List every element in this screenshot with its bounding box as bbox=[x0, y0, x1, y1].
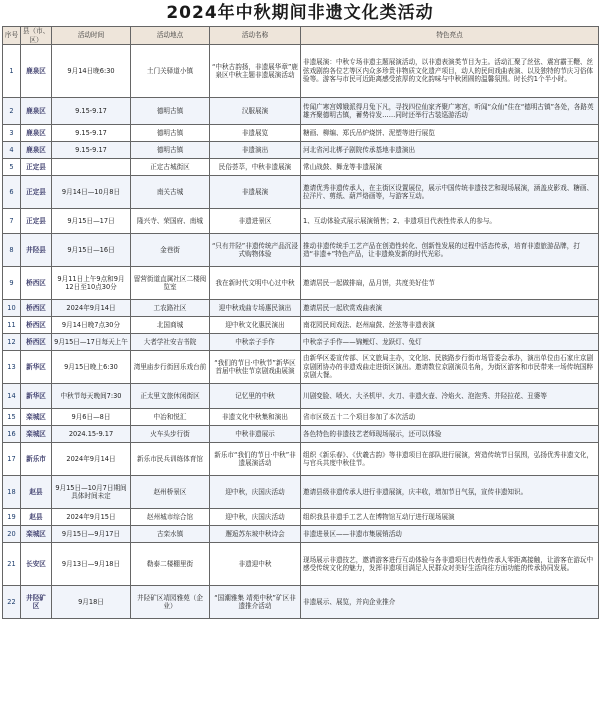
table-row bbox=[3, 526, 599, 543]
row-place: 北国商城 bbox=[131, 317, 210, 334]
row-feature: 非遗展演：中秋专场非遗主题展演活动，以非遗表演类节目为主。活动汇聚了丝弦、震宫霸王鞭、丝弦戏剧韵各位艺等区内众多珍贵非物质文化遗产项目，动人的民间戏曲表演、以及独特的节庆习俗体验等。游客与市民可近距离感受浓厚的文化韵味与中秋团圆的温馨氛围。时长约1个半小时。 bbox=[301, 45, 599, 98]
row-time: 9.15-9.17 bbox=[52, 98, 131, 125]
row-feature: 南花园民间戏法、赵州扇鼓、丝弦等非遗表演 bbox=[301, 317, 599, 334]
row-time: 2024年9月15日 bbox=[52, 509, 131, 526]
table-row bbox=[3, 209, 599, 234]
row-name: 我在新时代文明中心过中秋 bbox=[210, 267, 301, 300]
row-feature: 邀请居民一起欣赏戏曲表演 bbox=[301, 300, 599, 317]
table-row bbox=[3, 125, 599, 142]
row-number: 13 bbox=[3, 351, 21, 384]
table-row bbox=[3, 159, 599, 176]
row-feature: 糖画、柳编、郑氏吊炉烧饼、泥塑等进行展览 bbox=[301, 125, 599, 142]
row-place: 德明古镇 bbox=[131, 98, 210, 125]
row-name: 迎中秋文化惠民演出 bbox=[210, 317, 301, 334]
activity-table bbox=[2, 26, 599, 619]
row-name: 邂逅苏东坡中秋诗会 bbox=[210, 526, 301, 543]
row-name: “中秋古韵扬，非遗展华章”鹿泉区中秋主题非遗展演活动 bbox=[210, 45, 301, 98]
table-row bbox=[3, 426, 599, 443]
row-number: 5 bbox=[3, 159, 21, 176]
row-area: 赵县 bbox=[21, 476, 52, 509]
header-name: 活动名称 bbox=[210, 27, 301, 45]
row-name: 迎中秋，庆国庆活动 bbox=[210, 509, 301, 526]
row-number: 7 bbox=[3, 209, 21, 234]
row-number: 6 bbox=[3, 176, 21, 209]
table-row bbox=[3, 45, 599, 98]
row-number: 15 bbox=[3, 409, 21, 426]
row-time: 9月15日—16日 bbox=[52, 234, 131, 267]
table-row bbox=[3, 543, 599, 586]
row-feature: 非遗进景区——非遗市集展销活动 bbox=[301, 526, 599, 543]
table-row bbox=[3, 234, 599, 267]
row-time: 2024年9月14日 bbox=[52, 300, 131, 317]
row-time: 9月14日晚7点30分 bbox=[52, 317, 131, 334]
row-time: 9月15日晚上6:30 bbox=[52, 351, 131, 384]
row-name: 汉服展演 bbox=[210, 98, 301, 125]
row-name: 非遗迎中秋 bbox=[210, 543, 301, 586]
row-area: 长安区 bbox=[21, 543, 52, 586]
row-area: 井陉县 bbox=[21, 234, 52, 267]
row-time: 9月15日—17日每天上午 bbox=[52, 334, 131, 351]
row-place: 中冶和悦汇 bbox=[131, 409, 210, 426]
row-number: 3 bbox=[3, 125, 21, 142]
row-time: 9月14日—10月8日 bbox=[52, 176, 131, 209]
row-name: 非遗展览 bbox=[210, 125, 301, 142]
row-name: 非遗文化中秋集和演出 bbox=[210, 409, 301, 426]
row-area: 栾城区 bbox=[21, 426, 52, 443]
table-row bbox=[3, 142, 599, 159]
table-row bbox=[3, 334, 599, 351]
row-place: 新乐市民兵训练体育馆 bbox=[131, 443, 210, 476]
row-place: 隆兴寺、荣国府、南城 bbox=[131, 209, 210, 234]
row-area: 鹿泉区 bbox=[21, 142, 52, 159]
page-title: 2024年中秋期间非遗文化类活动 bbox=[166, 3, 434, 23]
row-place: 工农路社区 bbox=[131, 300, 210, 317]
row-place: 大者学社安吉书院 bbox=[131, 334, 210, 351]
row-place: 正太里文旅休闲街区 bbox=[131, 384, 210, 409]
row-area: 桥西区 bbox=[21, 267, 52, 300]
row-area: 桥西区 bbox=[21, 334, 52, 351]
row-time: 9月15日—9月17日 bbox=[52, 526, 131, 543]
row-area: 桥西区 bbox=[21, 300, 52, 317]
row-area: 正定县 bbox=[21, 176, 52, 209]
row-name: 迎中秋，庆国庆活动 bbox=[210, 476, 301, 509]
row-feature: 各色特色的非遗技艺老师现场展示，还可以体验 bbox=[301, 426, 599, 443]
row-place: 井陉矿区靖园雅苑（企业） bbox=[131, 586, 210, 619]
row-place: 火车头步行街 bbox=[131, 426, 210, 443]
table-row bbox=[3, 351, 599, 384]
row-number: 17 bbox=[3, 443, 21, 476]
row-place: 勒泰二楼棚里街 bbox=[131, 543, 210, 586]
row-area: 正定县 bbox=[21, 159, 52, 176]
row-area: 井陉矿区 bbox=[21, 586, 52, 619]
table-row bbox=[3, 509, 599, 526]
row-name: “只有井陉”非遗传统产品沉浸式购物体验 bbox=[210, 234, 301, 267]
header-place: 活动地点 bbox=[131, 27, 210, 45]
table-row bbox=[3, 409, 599, 426]
row-area: 新华区 bbox=[21, 384, 52, 409]
row-area: 桥西区 bbox=[21, 317, 52, 334]
row-number: 1 bbox=[3, 45, 21, 98]
row-name: 迎中秋戏曲专场惠民演出 bbox=[210, 300, 301, 317]
row-time: 9月14日晚6:30 bbox=[52, 45, 131, 98]
row-place: 南关古城 bbox=[131, 176, 210, 209]
row-name: 新乐市“我们的节日·中秋”非遗展演活动 bbox=[210, 443, 301, 476]
row-number: 20 bbox=[3, 526, 21, 543]
row-feature: 由新华区委宣传部、区文旅局主办，文化馆、民族路步行街市场管委会承办，演出单位由石家庄京剧京剧团协办的非遗戏曲走进街区演出。邀请数位京剧演员名角，为街区游客和市民带来一场传统国粹京剧大餐。 bbox=[301, 351, 599, 384]
row-name: 非遗演出 bbox=[210, 142, 301, 159]
row-area: 新华区 bbox=[21, 351, 52, 384]
row-feature: 现场展示非遗技艺，邀请游客进行互动体验与各非遗项目代表性传承人零距离接触，让游客在游玩中感受传统文化的魅力，发挥非遗项目满足人民群众对美好生活向往方面功能的传承协同发展。 bbox=[301, 543, 599, 586]
table-row bbox=[3, 98, 599, 125]
row-feature: 非遗展示、展览，并向企业推介 bbox=[301, 586, 599, 619]
row-feature: 常山战鼓、舞龙等非遗展演 bbox=[301, 159, 599, 176]
row-number: 22 bbox=[3, 586, 21, 619]
row-time: 2024年9月14日 bbox=[52, 443, 131, 476]
row-name: 民俗荟萃，中秋非遗展演 bbox=[210, 159, 301, 176]
row-name: 非遗进景区 bbox=[210, 209, 301, 234]
row-feature: 1、互动体验式展示展演销售；2、非遗项目代表性传承人的参与。 bbox=[301, 209, 599, 234]
row-place: 留营街道直属社区二楼阅览室 bbox=[131, 267, 210, 300]
row-name: “国潮雅集 靖苑中秋”矿区非遗推介活动 bbox=[210, 586, 301, 619]
row-time: 2024.15-9.17 bbox=[52, 426, 131, 443]
row-name: 中秋亲子手作 bbox=[210, 334, 301, 351]
row-feature: 省市区级五十二个项目参加了本次活动 bbox=[301, 409, 599, 426]
row-number: 16 bbox=[3, 426, 21, 443]
table-row bbox=[3, 443, 599, 476]
row-place: 古栾水镇 bbox=[131, 526, 210, 543]
row-number: 21 bbox=[3, 543, 21, 586]
row-place: 正定古城街区 bbox=[131, 159, 210, 176]
table-row bbox=[3, 476, 599, 509]
row-feature: 川剧变脸、喷火、大圣机甲、火刀、非遗火壶、冷焰火、泡泡秀、井陉拉花、丑婆等 bbox=[301, 384, 599, 409]
row-area: 栾城区 bbox=[21, 526, 52, 543]
row-time: 9月13日—9月18日 bbox=[52, 543, 131, 586]
row-feature: 邀请县级非遗传承人进行非遗展演，庆丰收，增加节日气氛，宣传非遗知识。 bbox=[301, 476, 599, 509]
header-no: 序号 bbox=[3, 27, 21, 45]
row-area: 鹿泉区 bbox=[21, 125, 52, 142]
row-name: 记忆里的中秋 bbox=[210, 384, 301, 409]
row-feature: 组织《新乐春》、《伏羲古韵》等非遗项目在部队进行展演，营造传统节日氛围，弘扬优秀非遗文化，与官兵共度中秋佳节。 bbox=[301, 443, 599, 476]
row-feature: 中秋亲子手作——锦鲤灯、龙跃灯、兔灯 bbox=[301, 334, 599, 351]
row-time: 9月15日—17日 bbox=[52, 209, 131, 234]
row-name: “我们的节日·中秋节”新华区首届中秋佳节京剧戏曲展演 bbox=[210, 351, 301, 384]
row-time: 9.15-9.17 bbox=[52, 142, 131, 159]
row-time: 9月18日 bbox=[52, 586, 131, 619]
table-row bbox=[3, 267, 599, 300]
table-row bbox=[3, 317, 599, 334]
table-row bbox=[3, 586, 599, 619]
row-time: 9月15日—10月7日期间具体时间未定 bbox=[52, 476, 131, 509]
row-area: 鹿泉区 bbox=[21, 45, 52, 98]
row-area: 新乐市 bbox=[21, 443, 52, 476]
header-time: 活动时间 bbox=[52, 27, 131, 45]
row-name: 非遗展演 bbox=[210, 176, 301, 209]
table-row bbox=[3, 176, 599, 209]
row-number: 10 bbox=[3, 300, 21, 317]
row-place: 德明古镇 bbox=[131, 125, 210, 142]
row-time: 9月11日上午9点和9月12日至10点30分 bbox=[52, 267, 131, 300]
row-name: 中秋非遗展示 bbox=[210, 426, 301, 443]
row-area: 栾城区 bbox=[21, 409, 52, 426]
row-area: 鹿泉区 bbox=[21, 98, 52, 125]
header-area: 县（市、区） bbox=[21, 27, 52, 45]
table-row bbox=[3, 384, 599, 409]
row-number: 9 bbox=[3, 267, 21, 300]
row-time bbox=[52, 159, 131, 176]
row-feature: 邀请优秀非遗传承人，在主街区设置展位，展示中国传统非遗技艺和现场展演，涵盖皮影戏、糖画、拉洋片、剪纸、葫芦烙画等，与游客互动。 bbox=[301, 176, 599, 209]
row-number: 2 bbox=[3, 98, 21, 125]
row-place: 赵州桥景区 bbox=[131, 476, 210, 509]
header-feature: 特色亮点 bbox=[301, 27, 599, 45]
row-place: 金巷街 bbox=[131, 234, 210, 267]
row-time: 9.15-9.17 bbox=[52, 125, 131, 142]
row-number: 11 bbox=[3, 317, 21, 334]
row-number: 18 bbox=[3, 476, 21, 509]
row-time: 9月6日—8日 bbox=[52, 409, 131, 426]
row-number: 19 bbox=[3, 509, 21, 526]
row-number: 8 bbox=[3, 234, 21, 267]
row-feature: 组织我县非遗手工艺人在博物馆互动厅进行现场展演 bbox=[301, 509, 599, 526]
row-place: 土门关驿道小镇 bbox=[131, 45, 210, 98]
row-feature: 推动非遗传统手工艺产品在创造性转化、创新性发展的过程中活态传承，培育非遗旅游品牌，打造“非遗+”特色产品，让非遗焕发新的时代光彩。 bbox=[301, 234, 599, 267]
row-number: 14 bbox=[3, 384, 21, 409]
table-row bbox=[3, 300, 599, 317]
row-number: 12 bbox=[3, 334, 21, 351]
row-area: 赵县 bbox=[21, 509, 52, 526]
row-feature: 邀请居民一起做排扇，品月饼，共度美好佳节 bbox=[301, 267, 599, 300]
row-number: 4 bbox=[3, 142, 21, 159]
row-place: 赵州城市综合馆 bbox=[131, 509, 210, 526]
row-feature: 传闻广寒宫嫦娥派得月兔下凡，寻找四位仙家齐聚广寒宫，听闻“众仙”住在“德明古镇”各处，各路英雄齐聚德明古镇，蓄势待发……同时还举行古装巡游活动 bbox=[301, 98, 599, 125]
row-area: 正定县 bbox=[21, 209, 52, 234]
row-place: 湾里庙步行街回乐戏台前 bbox=[131, 351, 210, 384]
row-place: 德明古镇 bbox=[131, 142, 210, 159]
row-time: 中秋节每天晚间7:30 bbox=[52, 384, 131, 409]
row-feature: 河北省河北梆子剧院传承基地非遗演出 bbox=[301, 142, 599, 159]
table-header-row bbox=[3, 27, 599, 45]
